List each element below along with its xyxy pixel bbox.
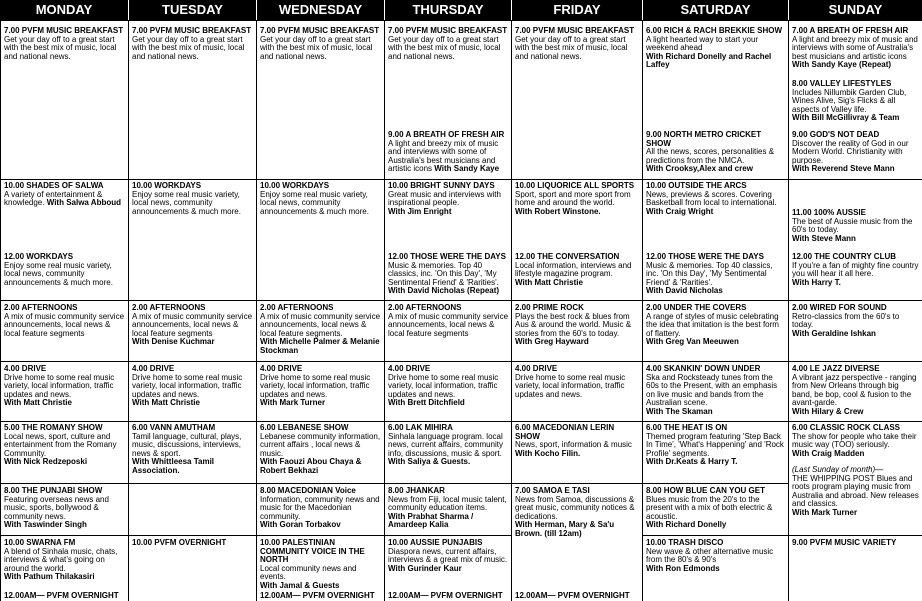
show-title: 6.00 CLASSIC ROCK CLASS xyxy=(792,423,901,432)
show-entry xyxy=(4,27,126,61)
time-divider xyxy=(643,361,788,362)
show-title: 9.00 GOD'S NOT DEAD xyxy=(792,130,880,139)
show-entry xyxy=(388,592,509,601)
column-thursday xyxy=(385,21,512,601)
show-entry xyxy=(792,131,920,174)
column-tuesday xyxy=(129,21,257,601)
show-host: With Mark Turner xyxy=(260,398,326,408)
time-divider xyxy=(512,483,642,484)
show-entry xyxy=(792,304,920,338)
show-entry xyxy=(388,424,509,467)
show-entry xyxy=(4,487,126,530)
show-host: With Prabhat Sharma / Amardeep Kalia xyxy=(388,511,474,530)
show-host: With Denise Kuchmar xyxy=(132,337,215,347)
day-header-monday: MONDAY xyxy=(0,0,129,20)
show-title: 4.00 DRIVE xyxy=(260,364,303,373)
show-description: A light and breezy mix of music and interviews with some of Australia's best musicians and artistic icons xyxy=(388,138,499,174)
show-host: With David Nicholas xyxy=(646,286,723,296)
show-title: 6.00 RICH & RACH BREKKIE SHOW xyxy=(646,26,783,35)
show-entry xyxy=(646,131,786,174)
show-title: 6.00 LEBANESE SHOW xyxy=(260,423,349,432)
show-description: A range of styles of music celebrating the idea that imitation is the best form of flattery. xyxy=(646,311,779,338)
show-entry xyxy=(260,487,382,530)
show-host: With Kocho Filin. xyxy=(515,448,581,458)
show-title: 10.00 BRIGHT SUNNY DAYS xyxy=(388,181,495,190)
show-title: 12.00 THOSE WERE THE DAYS xyxy=(646,252,764,261)
show-host: With Harry T. xyxy=(792,277,841,287)
show-host: With Jim Enright xyxy=(388,206,452,216)
show-host: With Greg Hayward xyxy=(515,337,589,347)
time-divider xyxy=(789,300,922,301)
show-title: 12.00AM— PVFM OVERNIGHT xyxy=(260,591,375,600)
time-divider xyxy=(789,535,922,536)
show-entry xyxy=(388,365,509,408)
time-divider xyxy=(257,361,384,362)
time-divider xyxy=(257,421,384,422)
show-description: A mix of music community service announcements, local news & local feature segments xyxy=(388,311,509,338)
show-description: Great music and interviews with inspirational people. xyxy=(388,189,501,208)
show-description: Ska and Rocksteady tunes from the 60s to the Present, with an emphasis on live music and bands from the Australian scene. xyxy=(646,372,778,408)
show-description: Music & memories. Top 40 classics, inc. 'On this Day', 'My Sentimental Friend' & 'Rarities'. xyxy=(388,260,499,287)
show-host: With Brett Ditchfield xyxy=(388,398,465,408)
show-description: Get your day off to a great start with the best mix of music, local and national news. xyxy=(132,34,245,61)
show-host: With Pathum Thilakasiri xyxy=(4,572,95,582)
show-title: 7.00 PVFM MUSIC BREAKFAST xyxy=(260,26,380,35)
time-divider xyxy=(512,300,642,301)
show-host: With Michelle Palmer & Melanie Stockman xyxy=(260,337,380,355)
show-title: 10.00 OUTSIDE THE ARCS xyxy=(646,181,747,190)
time-divider xyxy=(129,421,256,422)
time-divider xyxy=(385,361,511,362)
show-entry xyxy=(515,253,640,287)
show-entry xyxy=(792,27,920,70)
show-title: 4.00 LE JAZZ DIVERSE xyxy=(792,364,880,373)
time-divider xyxy=(643,421,788,422)
show-title: 7.00 PVFM MUSIC BREAKFAST xyxy=(132,26,252,35)
show-title: 10.00 PVFM OVERNIGHT xyxy=(132,538,227,547)
show-title: 12.00AM— PVFM OVERNIGHT xyxy=(515,591,630,600)
show-host: With Geraldine Ishkan xyxy=(792,328,876,338)
show-title: 10.00 AUSSIE PUNJABIS xyxy=(388,538,483,547)
show-entry xyxy=(260,424,382,476)
show-entry xyxy=(132,182,254,216)
show-description: News from Samoa, discussions & great music, community notices & dedications. xyxy=(515,494,635,521)
show-entry xyxy=(792,253,920,287)
show-host: With Greg Van Meeuwen xyxy=(646,337,739,347)
show-description: Drive home to some real music variety, local information, traffic updates and news. xyxy=(260,372,371,399)
show-title: 7.00 SAMOA E TASI xyxy=(515,486,590,495)
show-entry xyxy=(388,487,509,530)
show-entry xyxy=(4,592,126,601)
show-title: 9.00 A BREATH OF FRESH AIR xyxy=(388,130,505,139)
show-title: 10.00 WORKDAYS xyxy=(132,181,202,190)
show-host: With Whittleesa Tamil Association. xyxy=(132,457,215,475)
show-description: Get your day off to a great start with the best mix of music, local and national news. xyxy=(515,34,628,61)
show-description: Drive home to some real music variety, local information, traffic updates and news. xyxy=(515,372,626,399)
show-host: With Bill McGillivray & Team xyxy=(792,113,900,123)
show-entry xyxy=(132,539,254,548)
show-host: With David Nicholas (Repeat) xyxy=(388,286,500,296)
show-entry xyxy=(792,466,920,518)
show-entry xyxy=(515,27,640,61)
time-divider xyxy=(512,361,642,362)
show-title: 6.00 THE HEAT IS ON xyxy=(646,423,728,432)
show-host: With Faouzi Abou Chaya & Robert Bekhazi xyxy=(260,457,362,475)
show-title: 8.00 HOW BLUE CAN YOU GET xyxy=(646,486,765,495)
time-divider xyxy=(789,421,922,422)
time-divider xyxy=(789,361,922,362)
show-description: A light and breezy mix of music and interviews with some of Australia's best musicians and artistic icons xyxy=(792,34,918,61)
show-title: 8.00 VALLEY LIFESTYLES xyxy=(792,79,892,88)
show-description: THE WHIPPING POST Blues and roots program playing music from Australia and abroad. New releases and classics. xyxy=(792,473,919,509)
day-header-wednesday: WEDNESDAY xyxy=(257,0,385,20)
show-host: With Reverend Steve Mann xyxy=(792,164,895,174)
show-title: 12.00 WORKDAYS xyxy=(4,252,74,261)
show-title: 10.00 WORKDAYS xyxy=(260,181,330,190)
show-entry xyxy=(388,539,509,573)
show-title: 4.00 DRIVE xyxy=(4,364,47,373)
show-title: 6.00 MACEDONIAN LERIN SHOW xyxy=(515,423,615,441)
show-entry xyxy=(4,424,126,467)
show-description: Information, community news and music for the Macedonian community. xyxy=(260,494,380,521)
show-entry xyxy=(388,304,509,338)
show-description: Diaspora news, current affairs, interviews & a great mix of music. xyxy=(388,546,508,565)
day-header-row xyxy=(0,0,922,21)
time-divider xyxy=(1,361,128,362)
show-title: 12.00AM— PVFM OVERNIGHT xyxy=(388,591,503,600)
time-divider xyxy=(257,179,384,180)
column-sunday xyxy=(789,21,922,601)
show-description: Sinhala language program. local news, current affairs, community info, discussions, music & sport. xyxy=(388,431,504,458)
time-divider xyxy=(643,300,788,301)
show-host: With Matt Christie xyxy=(4,398,72,408)
show-title: 12.00AM— PVFM OVERNIGHT xyxy=(4,591,119,600)
show-host: With Gurinder Kaur xyxy=(388,563,462,573)
show-entry xyxy=(132,424,254,476)
show-title: 7.00 PVFM MUSIC BREAKFAST xyxy=(4,26,124,35)
show-host: With Dr.Keats & Harry T. xyxy=(646,457,738,467)
show-entry xyxy=(132,27,254,61)
show-title: 8.00 JHANKAR xyxy=(388,486,445,495)
show-entry xyxy=(515,424,640,458)
show-description: Tamil language, cultural, plays, music, discussions, interviews, news & sport. xyxy=(132,431,242,458)
show-description: Drive home to some real music variety, local information, traffic updates and news. xyxy=(132,372,243,399)
show-title: 6.00 VANN AMUTHAM xyxy=(132,423,216,432)
show-entry xyxy=(646,304,786,347)
show-description: Drive home to some real music variety, local information, traffic updates and news. xyxy=(4,372,115,399)
show-entry xyxy=(132,365,254,408)
time-divider xyxy=(1,483,128,484)
show-description: News, sport, information & music xyxy=(515,440,632,450)
show-title: 10.00 LIQUORICE ALL SPORTS xyxy=(515,181,635,190)
show-title: 9.00 PVFM MUSIC VARIETY xyxy=(792,538,897,547)
show-description: Lebanese community information, current affairs , local news & music. xyxy=(260,431,381,458)
show-description: Music & memories. Top 40 classics, inc. 'On this Day', 'My Sentimental Friend' & 'Rarities'. xyxy=(646,260,773,287)
show-entry xyxy=(515,304,640,347)
column-monday xyxy=(0,21,129,601)
day-header-saturday: SATURDAY xyxy=(643,0,789,20)
show-description: A mix of music community service announcements, local news & local feature segments xyxy=(132,311,253,338)
time-divider xyxy=(789,179,922,180)
show-host: With Robert Winstone. xyxy=(515,206,601,216)
show-description: Enjoy some real music variety, local news, community announcements & much more. xyxy=(132,189,241,216)
show-description: Get your day off to a great start with the best mix of music, local and national news. xyxy=(4,34,117,61)
time-divider xyxy=(129,361,256,362)
show-entry xyxy=(515,487,640,539)
day-header-tuesday: TUESDAY xyxy=(129,0,257,20)
show-title: 6.00 LAK MIHIRA xyxy=(388,423,453,432)
show-entry xyxy=(646,539,786,573)
show-title: 10.00 TRASH DISCO xyxy=(646,538,724,547)
show-entry xyxy=(4,539,126,582)
show-title: 4.00 DRIVE xyxy=(132,364,175,373)
time-divider xyxy=(1,421,128,422)
show-entry xyxy=(792,539,920,548)
show-description: Blues music from the 20's to the present with a mix of both electric & acoustic. xyxy=(646,494,773,521)
show-description: A mix of music community service announcements, local news & local feature segments. xyxy=(260,311,381,338)
show-description: A light hearted way to start your weekend ahead xyxy=(646,34,759,53)
show-host: With Hilary & Crew xyxy=(792,406,864,416)
show-title: 5.00 THE ROMANY SHOW xyxy=(4,423,103,432)
time-divider xyxy=(257,483,384,484)
time-divider xyxy=(512,179,642,180)
show-entry xyxy=(646,253,786,296)
show-description: Featuring overseas news and music, sports, bollywood & community news. xyxy=(4,494,109,521)
column-friday xyxy=(512,21,643,601)
show-description: Includes Nillumbik Garden Club, Wines Alive, Sig's Flicks & all aspects of Valley life. xyxy=(792,87,907,114)
show-description: New wave & other alternative music from the 80's & 90's xyxy=(646,546,774,565)
time-divider xyxy=(385,300,511,301)
show-entry xyxy=(388,131,509,174)
show-host: With Salwa Abboud xyxy=(46,198,122,208)
show-description: All the news, scores, personalities & predictions from the NMCA. xyxy=(646,147,775,165)
show-title: 4.00 SKANKIN' DOWN UNDER xyxy=(646,364,761,373)
show-entry xyxy=(646,27,786,70)
column-saturday xyxy=(643,21,789,601)
show-entry xyxy=(792,80,920,123)
time-divider xyxy=(643,483,788,484)
show-description: The show for people who take their music way (TOO) seriously. xyxy=(792,431,917,450)
show-title: 10.00 SWARNA FM xyxy=(4,538,76,547)
show-description: Get your day off to a great start with the best mix of music, local and national news. xyxy=(260,34,373,61)
show-host: With Sandy Kaye xyxy=(434,164,500,174)
show-host: With Craig Madden xyxy=(792,448,865,458)
show-title: 10.00 PALESTINIAN COMMUNITY VOICE IN THE NORTH xyxy=(260,538,365,565)
show-entry xyxy=(4,365,126,408)
show-host: With Jamal & Guests xyxy=(260,580,340,590)
show-description: Local news, sport, culture and entertainment from the Romany Community. xyxy=(4,431,117,458)
time-divider xyxy=(129,300,256,301)
show-entry xyxy=(388,253,509,296)
column-wednesday xyxy=(257,21,385,601)
show-description: A variety of entertainment & knowledge. xyxy=(4,189,103,208)
show-description: Enjoy some real music variety, local news, community announcements & much more. xyxy=(260,189,369,216)
show-description: News, previews & scores. Covering Basketball from local to international. xyxy=(646,189,777,208)
show-entry xyxy=(646,182,786,216)
show-title: 7.00 A BREATH OF FRESH AIR xyxy=(792,26,909,35)
show-entry xyxy=(515,592,640,601)
show-title: 2.00 WIRED FOR SOUND xyxy=(792,303,887,312)
time-divider xyxy=(257,535,384,536)
day-header-friday: FRIDAY xyxy=(512,0,643,20)
show-entry xyxy=(4,182,126,208)
show-title: 9.00 NORTH METRO CRICKET SHOW xyxy=(646,130,762,148)
show-title: 8.00 MACEDONIAN Voice xyxy=(260,486,356,495)
show-entry xyxy=(646,424,786,467)
show-entry xyxy=(260,365,382,408)
day-header-thursday: THURSDAY xyxy=(385,0,512,20)
time-divider xyxy=(643,535,788,536)
time-divider xyxy=(257,300,384,301)
show-entry xyxy=(4,253,126,287)
show-description: Local community news and events. xyxy=(260,563,357,582)
show-entry xyxy=(792,365,920,417)
show-host: With Matt Christie xyxy=(132,398,200,408)
show-title: 2.00 PRIME ROCK xyxy=(515,303,584,312)
show-description: Plays the best rock & blues from Aus & around the world. Music & stories from the 60's to today. xyxy=(515,311,632,338)
show-title: 2.00 AFTERNOONS xyxy=(260,303,334,312)
show-title: 4.00 DRIVE xyxy=(515,364,558,373)
show-host: With Goran Torbakov xyxy=(260,520,341,530)
time-divider xyxy=(129,483,256,484)
time-divider xyxy=(385,535,511,536)
show-description: Discover the reality of God in our Modern World. Christianity with purpose. xyxy=(792,138,909,165)
show-entry xyxy=(260,592,382,601)
time-divider xyxy=(385,179,511,180)
show-note: (Last Sunday of month)— xyxy=(792,465,884,474)
show-host: With Taswinder Singh xyxy=(4,520,87,530)
show-entry xyxy=(646,487,786,530)
show-entry xyxy=(792,424,920,458)
show-description: Get your day off to a great start with the best mix of music, local and national news. xyxy=(388,34,501,61)
show-host: With Craig Wright xyxy=(646,206,714,216)
show-title: 10.00 SHADES OF SALWA xyxy=(4,181,104,190)
time-divider xyxy=(129,535,256,536)
show-entry xyxy=(260,539,382,591)
show-entry xyxy=(260,182,382,216)
show-entry xyxy=(388,27,509,61)
show-entry xyxy=(515,182,640,216)
time-divider xyxy=(385,421,511,422)
show-title: 2.00 AFTERNOONS xyxy=(132,303,206,312)
show-description: A vibrant jazz perspective - ranging from New Orleans through big band, be bop, cool & fusion to the avant-garde. xyxy=(792,372,917,408)
show-entry xyxy=(132,304,254,347)
show-host: With Mark Turner xyxy=(792,507,858,517)
show-title: 2.00 UNDER THE COVERS xyxy=(646,303,747,312)
time-divider xyxy=(1,179,128,180)
show-host: With Richard Donelly and Rachel Laffey xyxy=(646,51,772,70)
day-header-sunday: SUNDAY xyxy=(828,2,883,17)
show-title: 12.00 THE COUNTRY CLUB xyxy=(792,252,897,261)
show-entry xyxy=(260,27,382,61)
show-host: With Sandy Kaye (Repeat) xyxy=(792,60,892,70)
show-entry xyxy=(515,365,640,399)
show-host: With Nick Redzeposki xyxy=(4,457,88,467)
show-host: With The Skaman xyxy=(646,406,713,416)
show-title: 2.00 AFTERNOONS xyxy=(4,303,78,312)
show-title: 7.00 PVFM MUSIC BREAKFAST xyxy=(515,26,635,35)
show-host: With Herman, Mary & Sa'u Brown. (till 12am) xyxy=(515,520,615,538)
show-description: Themed program featuring 'Step Back In Time', 'What's Happening' and 'Rock Profile' segments. xyxy=(646,431,784,458)
time-divider xyxy=(129,179,256,180)
show-description: Retro-classics from the 60's to today. xyxy=(792,311,900,330)
show-host: With Richard Donelly xyxy=(646,520,727,530)
show-description: Enjoy some real music variety, local news, community announcements & much more. xyxy=(4,260,113,287)
show-description: Sport, sport and more sport from home and around the world. xyxy=(515,189,631,208)
show-title: 4.00 DRIVE xyxy=(388,364,431,373)
show-description: The best of Aussie music from the 60's to today. xyxy=(792,216,913,235)
time-divider xyxy=(1,300,128,301)
show-description: If you're a fan of mighty fine country you will hear it all here. xyxy=(792,260,919,279)
show-title: 11.00 100% AUSSIE xyxy=(792,208,866,217)
show-entry xyxy=(4,304,126,338)
show-description: News from Fiji, local music talent, community education items. xyxy=(388,494,507,513)
show-entry xyxy=(260,304,382,356)
show-description: Local information, interviews and lifestyle magazine program. xyxy=(515,260,632,279)
show-title: 12.00 THOSE WERE THE DAYS xyxy=(388,252,506,261)
show-host: With Crooksy,Alex and crew xyxy=(646,164,753,174)
show-title: 2.00 AFTERNOONS xyxy=(388,303,462,312)
time-divider xyxy=(1,535,128,536)
show-description: Drive home to some real music variety, local information, traffic updates and news. xyxy=(388,372,499,399)
show-description: A mix of music community service announcements, local news & local feature segments xyxy=(4,311,125,338)
show-host: With Ron Edmonds xyxy=(646,563,720,573)
show-host: With Matt Christie xyxy=(515,277,583,287)
schedule-columns xyxy=(0,21,922,601)
time-divider xyxy=(512,421,642,422)
show-title: 12.00 THE CONVERSATION xyxy=(515,252,620,261)
time-divider xyxy=(385,483,511,484)
time-divider xyxy=(643,179,788,180)
show-entry xyxy=(646,365,786,417)
show-entry xyxy=(792,209,920,243)
show-title: 7.00 PVFM MUSIC BREAKFAST xyxy=(388,26,508,35)
show-entry xyxy=(388,182,509,216)
show-host: With Steve Mann xyxy=(792,233,856,243)
show-host: With Saliya & Guests. xyxy=(388,457,471,467)
show-description: A blend of Sinhala music, chats, interviews & what’s going on around the world. xyxy=(4,546,118,573)
show-title: 8.00 THE PUNJABI SHOW xyxy=(4,486,103,495)
